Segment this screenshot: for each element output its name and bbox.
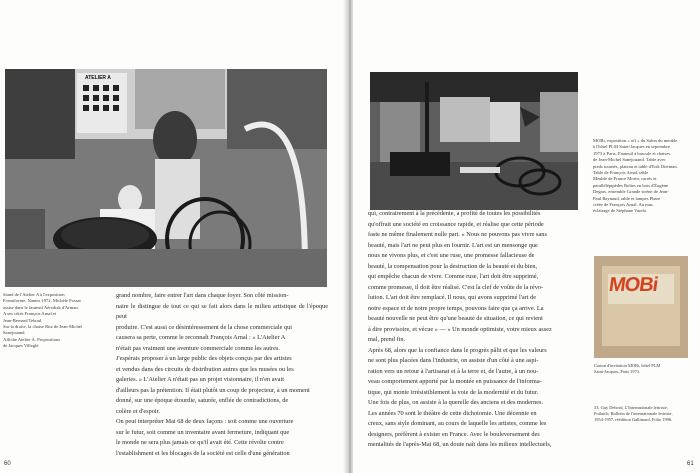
body-line: grand nombre, faire entrer l'art dans chaque foyer. Son côté mission- xyxy=(116,292,289,299)
caption-line: Sur la droite, la chaise Ritz de Jean-Michel xyxy=(3,324,83,330)
caption-line: à l'hôtel PLM Saint-Jacques en septembre xyxy=(593,144,670,150)
caption-line: MOBi, exposition « off » du Salon du meuble xyxy=(593,138,678,143)
caption-line: de Jean-Michel Sanejouand. Table avec xyxy=(593,157,666,163)
body-line: beauté, mais l'art ne peut plus en fournir. L'art est un mensonge que xyxy=(368,241,538,249)
right-page xyxy=(353,0,700,473)
page-number: 61 xyxy=(687,461,694,467)
mobi-photo-caption xyxy=(593,138,693,215)
body-line: à dire provisoire, et vécue » — « Un monde optimiste, votre mieux assez xyxy=(368,325,552,333)
body-line: Les années 70 sont le théâtre de cette dichotomie. Une décennie en xyxy=(368,409,537,417)
body-line: d'ailleurs pas la prétention. Il était plutôt un coup de projecteur, à un moment xyxy=(116,386,310,394)
body-line: mal, prend fin. xyxy=(368,336,406,343)
caption-line: parallélépipèdes Boîtes en bois d'Eugène xyxy=(593,182,669,188)
mobi-exhibition-photo xyxy=(370,72,578,210)
caption-line: de Jacques Villeglé. xyxy=(3,343,40,349)
caption-line: Carton d'invitation MOBi, hôtel PLM xyxy=(594,363,661,368)
caption-line: Stand de l'Atelier A à l'exposition xyxy=(3,292,65,297)
invitation-caption xyxy=(594,363,692,375)
body-line: veau comportement apporté par la montée en puissance de l'informa- xyxy=(368,378,542,385)
body-line: galeries. » L'Atelier A n'était pas un projet visionnaire, il n'en avait xyxy=(116,376,284,383)
body-line: Après 68, alors que la confiance dans le progrès pâlit et que les valeurs xyxy=(368,346,547,354)
body-line: sur le futur, soit comme un inventaire avant fermeture, indiquant que xyxy=(116,428,290,436)
body-line: Une fois de plus, on assiste à la querelle des anciens et des modernes. xyxy=(368,399,544,406)
body-line: notre espace et de notre propre temps, pouvons faire que ça arrive. La xyxy=(368,304,544,312)
body-line: qui empêche chacun de vivre. Comme ruse, l'art doit être supprimé, xyxy=(368,273,539,280)
caption-line: pieds tournés, plateau et table d'Erik Dietman. xyxy=(593,163,678,169)
body-line: qui, contrairement à la précédente, a profité de toutes les possibilités xyxy=(368,210,541,217)
caption-line: créée de François Arnal. Au mur, xyxy=(593,202,654,208)
body-line: naire le distingue de tout ce qui se fait alors dans le milieu artistique de l'époque peut xyxy=(116,302,328,320)
caption-line: éclairage de Stéphane Varela. xyxy=(593,208,647,214)
body-line: comme promesse, il doit être réalisé. C'est la clef de voûte de la révo- xyxy=(368,283,544,291)
caption-line: Formiforme, Nantes 1972. Michèle Fossat xyxy=(3,298,81,304)
body-line: causera sa perte, comme le reconnaît François Arnal : « L'Atelier A xyxy=(116,334,286,341)
footnote-line: Potlatch, Bulletin de l'internationale lettriste, xyxy=(594,411,673,417)
caption-line: Jean-Bernard Teboul. xyxy=(3,317,43,323)
body-line: lution. L'art doit être remplacé. Il nous, qui avons supprimé l'art de xyxy=(368,294,537,301)
body-line: J'espérais proposer à un large public des objets conçus par des artistes xyxy=(116,355,292,362)
caption-line: Affiche Atelier A. Propositions xyxy=(3,336,61,342)
body-line: mentalités de l'après-Mai 68, un doute naît dans les milieux intellectuels, xyxy=(368,441,552,448)
body-text xyxy=(116,291,328,459)
caption-line: Saint-Jacques, Paris 1973. xyxy=(594,369,641,375)
body-line: faste ne même finalement nulle part. « Nous ne pouvons pas vivre sans xyxy=(368,231,547,238)
caption-line: Paul Raynaud, table et lampes Phare xyxy=(593,195,661,201)
body-line: On peut interpréter Mai 68 de deux façons : soit comme une ouverture xyxy=(116,418,294,425)
body-line: ration vers un retour à l'artisanat et à la terre et, de l'autre, à un nou- xyxy=(368,367,539,375)
body-line: nous ne vivons plus, et c'est une ruse, une promesse fallacieuse de xyxy=(368,252,535,259)
body-text xyxy=(368,209,580,451)
caption-line: assise dans le fauteuil Aérodisk d'Arman. xyxy=(3,304,79,310)
body-line: et vendus dans des circuits de distribution autres que les musées ou les xyxy=(116,365,294,373)
body-line: le monde ne sera plus jamais ce qu'il avait été. Cette révolte contre xyxy=(116,439,284,446)
left-page xyxy=(0,0,347,473)
body-line: tique, qui monte irrésistiblement la voie de la modernité et du futur. xyxy=(368,388,539,396)
mobi-invitation-card xyxy=(594,256,688,358)
body-line: n'était pas vraiment une aventure commerciale comme les autres. xyxy=(116,344,280,352)
body-line: donné, sur une époque étourdie, saturée, enflée de contradictions, de xyxy=(116,397,289,404)
caption-line: Degars, ensemble Grande sirène de Jean- xyxy=(593,189,669,195)
caption-line: Meuble de France Morin, carrés et xyxy=(593,176,657,182)
caption-line: 1973 à Paris. Fauteuil à bascule et chaises xyxy=(593,150,671,156)
atelier-a-sign: ATELIER A xyxy=(85,75,111,81)
body-line: creux, sans style dominant, au cours de laquelle les artistes, comme les xyxy=(368,420,547,427)
mobi-logo: MOBi xyxy=(607,274,659,296)
body-line: beauté nouvelle ne peut être qu'une beauté de situation, ce qui revient xyxy=(368,315,543,322)
photo-caption xyxy=(3,292,106,350)
footnote xyxy=(594,405,694,424)
body-line: colère et d'espoir. xyxy=(116,407,160,415)
body-line: beauté, la compensation pour la destruction de la beauté et du bien, xyxy=(368,262,538,270)
body-line: designers, préfèrent à exister en France. Avec le bouleversement des xyxy=(368,430,540,438)
page-number: 60 xyxy=(4,461,11,467)
body-line: l'establishment et les blocages de la société est celle d'une génération xyxy=(116,449,290,457)
footnote-line: 33. Guy Debord, L'Internationale lettriste, xyxy=(594,405,668,410)
caption-line: Table de François Arnal, table xyxy=(593,170,649,176)
body-line: produire. C'est aussi ce désintéressement de la chose commerciale qui xyxy=(116,323,292,331)
body-line: ne sont plus placées dans l'industrie, on assiste d'un côté à une aspi- xyxy=(368,357,539,364)
footnote-line: 1954-1957, réédition Gallimard, Folio 1996. xyxy=(594,417,673,423)
atelier-a-photo xyxy=(5,69,327,287)
caption-line: Sanejouand. xyxy=(3,330,26,336)
body-line: qu'offrait une société en croissance rapide, et réalise que cette période xyxy=(368,220,544,228)
caption-line: A ses côtés François Arnal et xyxy=(3,311,57,317)
